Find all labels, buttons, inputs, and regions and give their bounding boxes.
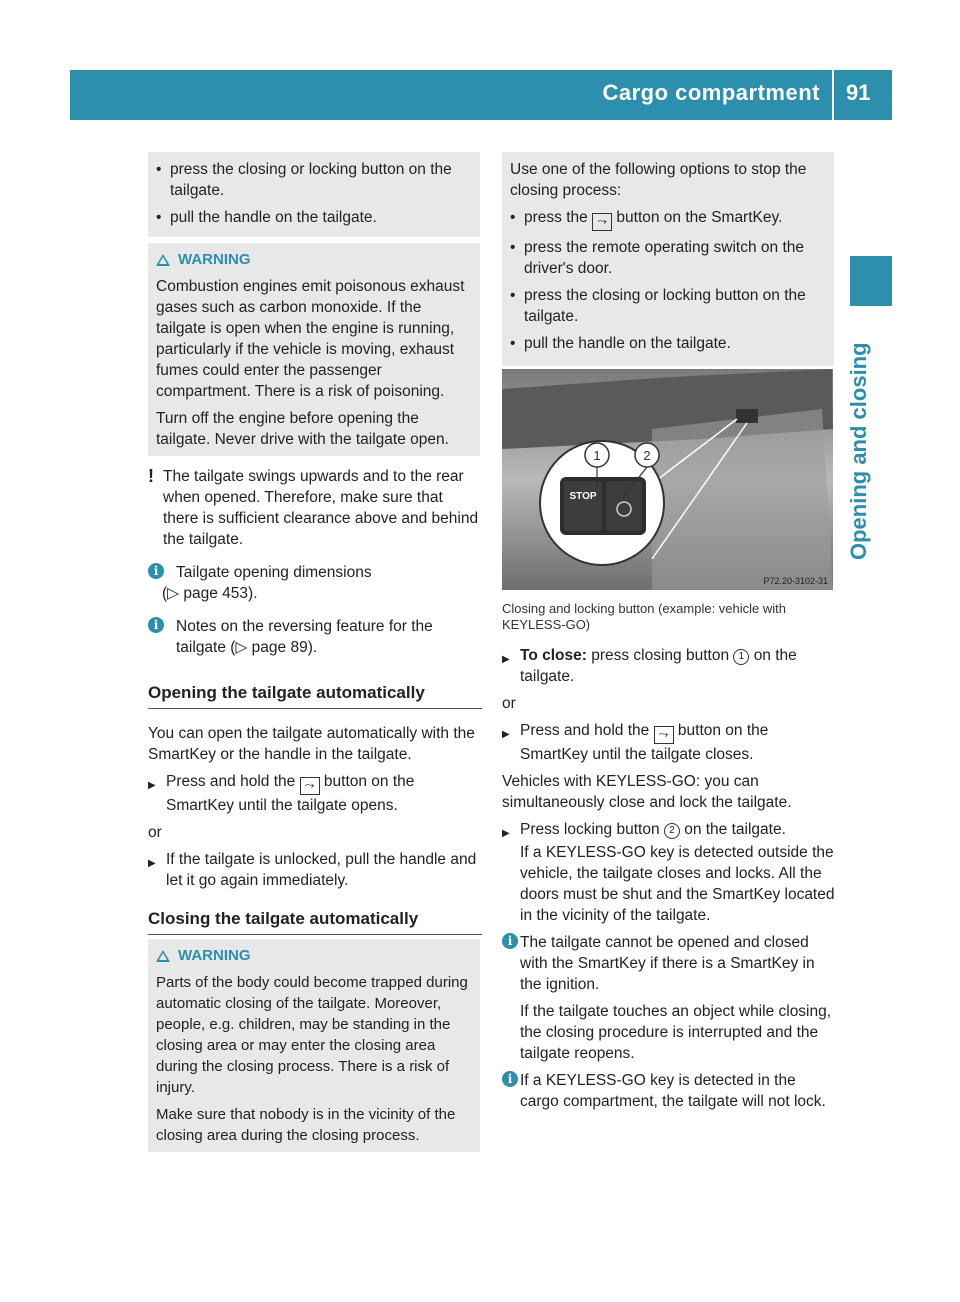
page-section-title: Cargo compartment [602,80,820,105]
list-item: • press the closing or locking button on the tailgate. [510,285,826,327]
figure-code: P72.20-3102-31 [763,576,828,586]
warning-text: Parts of the body could become trapped during automatic closing of the tailgate. Moreover, people, e.g. children, may be standing in the closing area or may enter the closing area during the closing process. There is a risk of injury. [156,974,468,1096]
instruction-step: ▶ Press and hold the ⤳ button on the SmartKey until the tailgate opens. [148,771,482,816]
instruction-step: ▶ Press locking button 2 on the tailgate. If a KEYLESS-GO key is detected outside the vehicle, the tailgate closes and locks. All the doors must be shut and the SmartKey located in the vicinity of the tailgate. [502,819,836,926]
or-separator: or [502,695,516,712]
tailgate-button-photo [502,369,833,590]
info-note: i Tailgate opening dimensions (▷ page 453). [148,562,482,604]
stop-options-box [502,152,834,366]
caution-note: ! The tailgate swings upwards and to the rear when opened. Therefore, make sure that there is sufficient clearance above and behind the tailgate. [148,466,479,548]
warning-heading: WARNING [156,249,472,270]
info-icon: i [502,1071,518,1087]
section-heading: Closing the tailgate automatically [148,908,482,935]
warning-box-trapping [148,939,480,1152]
warning-triangle-icon [156,950,170,962]
warning-heading: WARNING [156,945,472,966]
instruction-step: ▶ To close: press closing button 1 on the tailgate. [502,645,836,687]
top-bullet-box [148,152,480,237]
info-note: i Notes on the reversing feature for the tailgate (▷ page 89). [148,616,482,658]
tailgate-key-icon: ⤳ [300,777,320,795]
page-number: 91 [846,80,871,105]
warning-box-exhaust [148,243,480,456]
side-tab-block [850,256,892,306]
warning-text: Turn off the engine before opening the tailgate. Never drive with the tailgate open. [156,410,449,448]
section-heading: Opening the tailgate automatically [148,682,482,709]
info-icon: i [148,563,164,579]
box-intro: Use one of the following options to stop the closing process: [510,161,807,199]
instruction-step: ▶ If the tailgate is unlocked, pull the handle and let it go again immediately. [148,849,482,891]
exclamation-icon: ! [148,466,154,486]
header-divider [832,70,834,120]
info-icon: i [502,933,518,949]
list-item: • pull the handle on the tailgate. [156,207,472,228]
callout-1-icon: 1 [733,649,749,665]
list-item: • press the ⤳ button on the SmartKey. [510,207,826,231]
figure-caption: Closing and locking button (example: vehicle with KEYLESS-GO) [502,601,786,632]
info-icon: i [148,617,164,633]
notes-block [148,466,482,670]
info-note: i If a KEYLESS-GO key is detected in the cargo compartment, the tailgate will not lock. [502,1070,836,1112]
stop-label: STOP [569,491,597,502]
callout-2: 2 [643,448,651,463]
closing-instructions [502,645,836,1124]
warning-text: Combustion engines emit poisonous exhaust gases such as carbon monoxide. If the tailgate is open when the engine is running, particularly if the vehicle is moving, exhaust fumes could enter the passenger compartment. There is a risk of poisoning. [156,278,465,400]
instruction-step: ▶ Press and hold the ⤳ button on the SmartKey until the tailgate closes. [502,720,836,765]
list-item: • pull the handle on the tailgate. [510,333,826,354]
info-note: i The tailgate cannot be opened and closed with the SmartKey if there is a SmartKey in the ignition. If the tailgate touches an object while closing, the closing procedure is interrupted and the tailgate reopens. [502,932,836,1064]
section-intro: You can open the tailgate automatically with the SmartKey or the handle in the tailgate. [148,725,475,763]
list-item: • press the closing or locking button on the tailgate. [156,159,472,201]
or-separator: or [148,824,162,841]
keyless-go-text: Vehicles with KEYLESS-GO: you can simultaneously close and lock the tailgate. [502,773,792,811]
warning-text: Make sure that nobody is in the vicinity of the closing area during the closing process. [156,1106,456,1144]
warning-triangle-icon [156,254,170,266]
section-opening [148,682,482,897]
tailgate-key-icon: ⤳ [592,213,612,231]
callout-1: 1 [593,448,601,463]
photo-illustration [502,369,833,590]
tailgate-key-icon: ⤳ [654,726,674,744]
list-item: • press the remote operating switch on the driver's door. [510,237,826,279]
callout-2-icon: 2 [664,823,680,839]
